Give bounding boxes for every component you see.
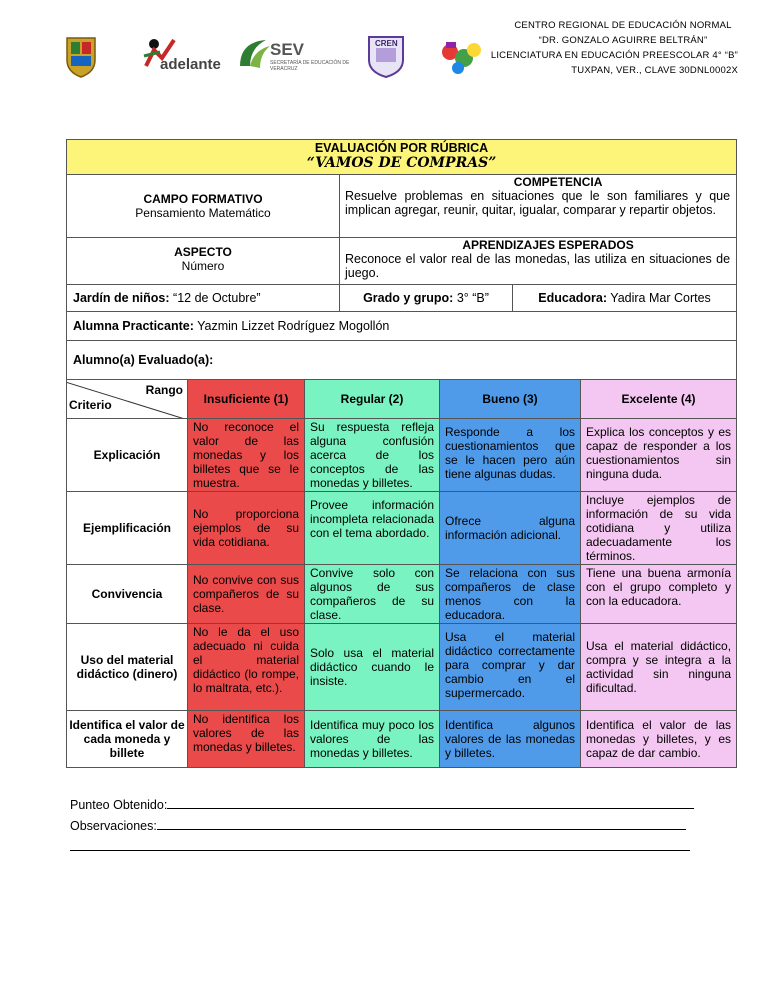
sev-logo: [236, 36, 350, 76]
observaciones-extra-row: [70, 838, 702, 859]
criterion-regular: Provee información incompleta relacionada con el tema abordado.: [310, 498, 434, 540]
criterion-name: Uso del material didáctico (dinero): [67, 624, 188, 711]
aspecto-aprendizajes-row: [67, 238, 737, 285]
header-line-2: “DR. GONZALO AGUIRRE BELTRÁN”: [538, 35, 708, 46]
criterion-name: Convivencia: [67, 565, 188, 624]
rango-label: Rango: [145, 383, 183, 397]
cren-shield-logo: [366, 34, 406, 78]
criterion-insuficiente: No reconoce el valor de las monedas y los billetes que se le muestra.: [193, 420, 299, 490]
criterion-row: [67, 492, 737, 565]
criterion-name: Explicación: [67, 419, 188, 492]
campo-value: Pensamiento Matemático: [135, 206, 271, 220]
educadora-value: Yadira Mar Cortes: [610, 291, 711, 305]
institution-header: [438, 18, 738, 78]
grado-value: 3° “B”: [456, 291, 489, 305]
aprendizajes-value: Reconoce el valor real de las monedas, las utiliza en situaciones de juego.: [345, 252, 731, 280]
observaciones-extra-blank[interactable]: [70, 838, 690, 851]
level-insuficiente: Insuficiente (1): [188, 380, 305, 419]
criterion-insuficiente: No proporciona ejemplos de su vida cotidiana.: [193, 507, 299, 549]
veracruz-seal-logo: [64, 34, 98, 78]
criterion-bueno: Responde a los cuestionamientos que se le hacen pero aún tiene algunas dudas.: [445, 425, 575, 481]
practicante-label: Alumna Practicante:: [73, 319, 194, 333]
criterion-excelente: Usa el material didáctico, compra y se integra a la actividad sin ninguna dificultad.: [586, 639, 732, 695]
practicante-value: Yazmin Lizzet Rodríguez Mogollón: [197, 319, 390, 333]
evaluado-row: [67, 341, 737, 380]
adelante-logo: [140, 36, 220, 76]
criterion-row: [67, 711, 737, 768]
punteo-label: Punteo Obtenido:: [70, 798, 168, 812]
aspecto-label: ASPECTO: [174, 245, 232, 259]
levels-header-row: [67, 380, 737, 419]
criterion-bueno: Usa el material didáctico correctamente para comprar y dar cambio en el supermercado.: [445, 630, 575, 700]
criterion-bueno: Ofrece alguna información adicional.: [445, 514, 575, 542]
rubric-title: EVALUACIÓN POR RÚBRICA: [314, 141, 489, 155]
observaciones-row: [70, 817, 702, 838]
rubric-table: [66, 139, 737, 768]
competencia-label: COMPETENCIA: [513, 175, 603, 189]
practicante-row: [67, 312, 737, 341]
criterion-regular: Identifica muy poco los valores de las monedas y billetes.: [310, 718, 434, 760]
header-line-1: CENTRO REGIONAL DE EDUCACIÓN NORMAL: [514, 20, 732, 31]
observaciones-label: Observaciones:: [70, 819, 157, 833]
jardin-value: “12 de Octubre”: [173, 291, 261, 305]
sev-text: SEV: [270, 40, 305, 59]
header-line-4: TUXPAN, VER., CLAVE 30DNL0002X: [571, 65, 738, 76]
grado-field: [340, 291, 512, 305]
punteo-row: [70, 796, 702, 817]
level-excelente: Excelente (4): [581, 380, 737, 419]
criterion-insuficiente: No identifica los valores de las monedas y billetes.: [193, 712, 299, 754]
criterion-excelente: Tiene una buena armonía con el grupo completo y con la educadora.: [586, 566, 732, 608]
punteo-blank[interactable]: [167, 796, 694, 809]
criterion-row: [67, 419, 737, 492]
aspecto-value: Número: [181, 259, 225, 273]
criterion-name: Identifica el valor de cada moneda y billete: [67, 711, 188, 768]
campo-label: CAMPO FORMATIVO: [143, 192, 263, 206]
criterion-regular: Convive solo con algunos de sus compañeros de su clase.: [310, 566, 434, 622]
educadora-field: [513, 291, 736, 305]
observaciones-blank[interactable]: [157, 817, 686, 830]
criterion-row: [67, 624, 737, 711]
campo-competencia-row: [67, 175, 737, 238]
sev-subtext: SECRETARÍA DE EDUCACIÓN DE VERACRUZ: [270, 60, 350, 72]
criterion-excelente: Identifica el valor de las monedas y billetes, y es capaz de dar cambio.: [586, 718, 732, 760]
grado-label: Grado y grupo:: [363, 291, 454, 305]
jardin-field: [67, 289, 339, 307]
header-line-3: LICENCIATURA EN EDUCACIÓN PREESCOLAR 4° “B”: [490, 50, 738, 61]
aprendizajes-label: APRENDIZAJES ESPERADOS: [462, 238, 634, 252]
criterion-insuficiente: No le da el uso adecuado ni cuida el material didáctico (lo rompe, lo maltrata, etc.).: [193, 625, 299, 695]
criterion-excelente: Explica los conceptos y es capaz de responder a los cuestionamientos sin ninguna duda.: [586, 425, 732, 481]
criterion-regular: Solo usa el material didáctico cuando le insiste.: [310, 646, 434, 688]
criterion-name: Ejemplificación: [67, 492, 188, 565]
sev-swoosh-icon: [236, 36, 272, 72]
criterion-bueno: Identifica algunos valores de las monedas y billetes.: [445, 718, 575, 760]
jardin-label: Jardín de niños:: [73, 291, 170, 305]
criterion-row: [67, 565, 737, 624]
criterion-excelente: Incluye ejemplos de información de su vida cotidiana y utiliza adecuadamente los términos.: [586, 493, 732, 563]
criterio-label: Criterio: [69, 398, 112, 412]
adelante-text: adelante: [160, 56, 221, 73]
rubric-subtitle: “VAMOS DE COMPRAS”: [306, 155, 497, 171]
level-regular: Regular (2): [305, 380, 440, 419]
rango-criterio-cell: [67, 380, 188, 419]
criterion-insuficiente: No convive con sus compañeros de su clase.: [193, 573, 299, 615]
rubric-title-row: [67, 140, 737, 175]
level-bueno: Bueno (3): [440, 380, 581, 419]
footer-lines: [70, 796, 702, 859]
cren-text: CREN: [375, 39, 398, 48]
evaluado-label: Alumno(a) Evaluado(a):: [73, 353, 214, 367]
info-row: [67, 285, 737, 312]
practicante-field: [67, 317, 736, 335]
competencia-value: Resuelve problemas en situaciones que le son familiares y que implican agregar, reunir, quitar, igualar, comparar y repartir objetos.: [345, 189, 731, 217]
criterion-regular: Su respuesta refleja alguna confusión acerca de los conceptos de las monedas y billetes.: [310, 420, 434, 490]
criterion-bueno: Se relaciona con sus compañeros de clase menos con la educadora.: [445, 566, 575, 622]
educadora-label: Educadora:: [538, 291, 608, 305]
